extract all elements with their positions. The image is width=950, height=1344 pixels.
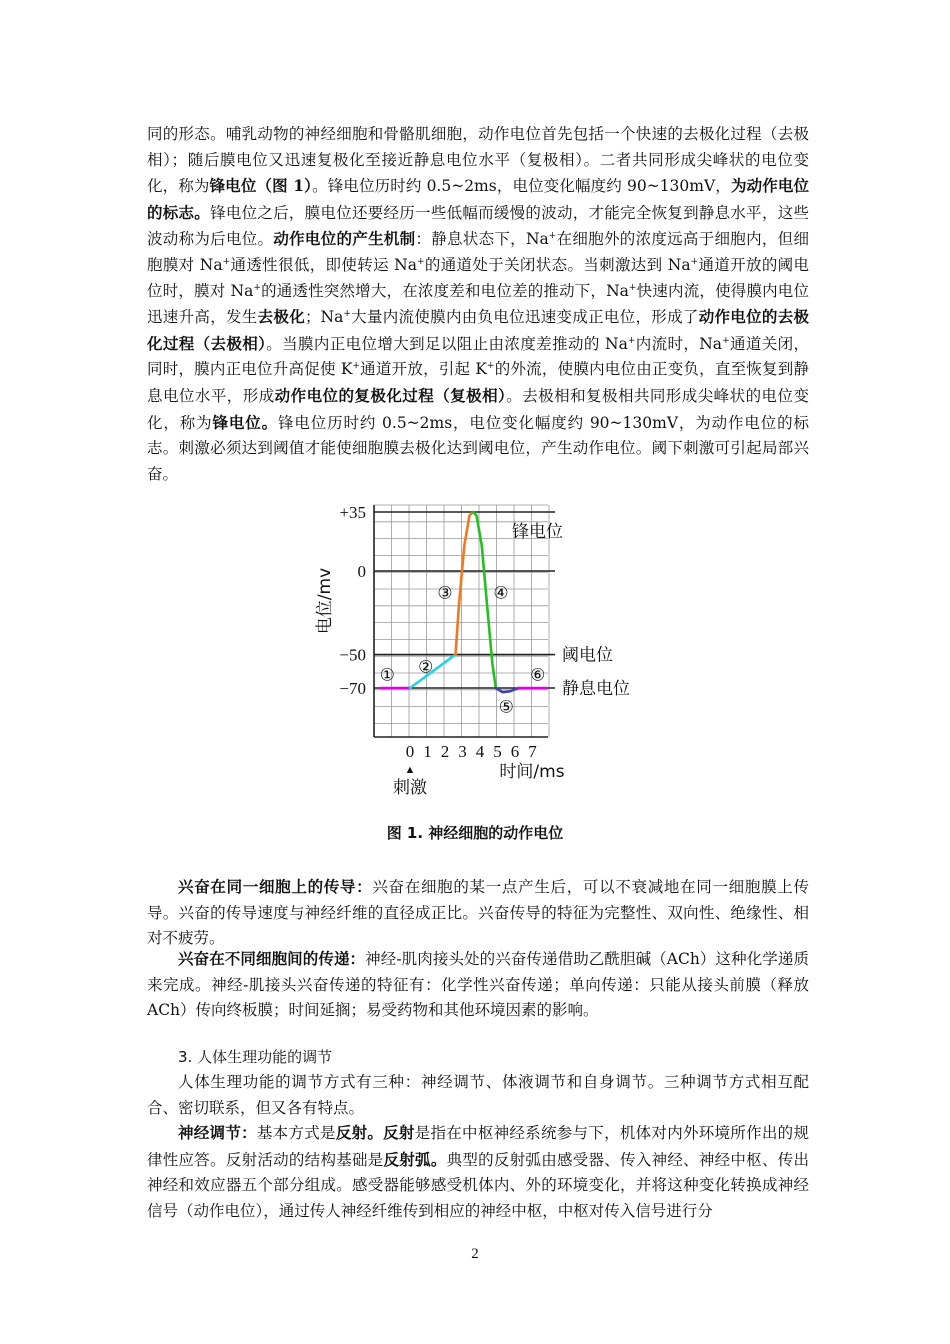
paragraph-action-potential: [147, 122, 809, 487]
section-heading: 3. 人体生理功能的调节: [178, 1048, 333, 1066]
superscript: +: [628, 282, 637, 293]
bold-term: 反射。反射: [335, 1123, 415, 1142]
rest-label: 静息电位: [562, 679, 630, 699]
text-run: 锋电位之后，膜电位还要经历一些低幅而缓慢的波动，才能完全恢复到静息水平，这些波动称为后电位。: [147, 203, 809, 249]
text-run: 。去极相和复极相共同形成尖峰状的电位变化，称为: [147, 386, 809, 432]
x-axis-title: 时间/ms: [499, 762, 565, 782]
page-number: 2: [471, 1246, 479, 1262]
text-run: 兴奋在细胞的某一点产生后，可以不衰减地在同一细胞膜上传导。兴奋的传导速度与神经纤维的直径成正比。兴奋传导的特征为完整性、双向性、绝缘性、相对不疲劳。: [147, 878, 809, 948]
superscript: +: [352, 361, 360, 372]
text-run: 基本方式是: [256, 1124, 336, 1142]
y-tick-label: +35: [339, 503, 366, 522]
y-tick-label: −50: [339, 645, 366, 665]
x-tick-label: 6: [510, 742, 520, 761]
peak-label: 锋电位: [512, 522, 563, 542]
phase-marker: ③: [437, 583, 453, 603]
superscript: +: [253, 282, 261, 293]
phase-marker: ②: [418, 657, 434, 677]
x-tick-label: 2: [440, 742, 450, 761]
text-run: 人体生理功能的调节方式有三种：神经调节、体液调节和自身调节。三种调节方式相互配合、密切联系，但又各有特点。: [147, 1073, 809, 1117]
superscript: +: [416, 256, 425, 267]
superscript: +: [627, 335, 636, 346]
superscript: +: [690, 256, 699, 267]
bold-term: 神经调节：: [178, 1123, 257, 1142]
superscript: +: [486, 361, 495, 372]
superscript: +: [722, 335, 730, 346]
text-run: 通道开放的阈电位时，膜对 Na: [147, 255, 809, 300]
text-run: 内流时，Na: [635, 334, 723, 353]
text-run: 。锋电位历时约 0.5~2ms，电位变化幅度约 90~130mV，: [312, 177, 731, 196]
x-tick-label: 3: [458, 742, 467, 761]
text-run: 是指在中枢神经系统参与下，机体对内外环境所作出的规律性应答。反射活动的结构基础是: [147, 1124, 809, 1169]
text-run: 同的形态。哺乳动物的神经细胞和骨骼肌细胞，动作电位首先包括一个快速的去极化过程（去极相）；随后膜电位又迅速复极化至接近静息电位水平（复极相）。二者共同形成尖峰状的电位变化，称为: [147, 125, 809, 196]
bold-term: 动作电位的去极化过程（去极相）: [147, 307, 809, 353]
text-run: 典型的反射弧由感受器、传入神经、神经中枢、传出神经和效应器五个部分组成。感受器能够感受机体内、外的环境变化，并将这种变化转换成神经信号（动作电位），通过传人神经纤维传到相应的神经中枢，中枢对传入信号进行分: [147, 1150, 809, 1220]
text-run: 。当膜内正电位增大到足以阻止由浓度差推动的 Na: [266, 334, 628, 353]
bold-term: 动作电位的产生机制: [273, 229, 416, 249]
text-run: 神经-肌肉接头处的兴奋传递借助乙酰胆碱（ACh）这种化学递质来完成。神经-肌接头兴奋传递的特征有：化学性兴奋传递；单向传递：只能从接头前膜（释放 ACh）传向终板膜；时间延搁；易受药物和其他环境因素的影响。: [147, 950, 809, 1020]
bold-term: 兴奋在不同细胞间的传递：: [178, 949, 366, 968]
paragraph-regulation: [147, 1070, 809, 1121]
y-axis-title: 电位/mv: [315, 567, 335, 635]
series-line-3: [456, 512, 474, 655]
text-run: 大量内流使膜内由负电位迅速变成正电位，形成了: [350, 308, 699, 327]
stimulus-arrow: ▲: [404, 764, 416, 776]
y-tick-label: −70: [339, 679, 366, 698]
action-potential-chart: [300, 495, 660, 800]
bold-term: 反射弧。: [383, 1149, 447, 1169]
superscript: +: [548, 231, 557, 242]
text-run: ：静息状态下，Na: [415, 230, 549, 249]
bold-term: 锋电位。: [212, 412, 278, 432]
bold-term: 去极化: [257, 307, 305, 327]
y-tick-label: 0: [357, 562, 366, 581]
paragraph-transmission: [147, 946, 809, 1024]
x-tick-label: 5: [493, 742, 502, 761]
paragraph-neural-regulation: [147, 1120, 809, 1224]
text-run: 锋电位历时约 0.5~2ms，电位变化幅度约 90~130mV，为动作电位的标志。刺激必须达到阈值才能使细胞膜去极化达到阈电位，产生动作电位。阈下刺激可引起局部兴奋。: [147, 413, 809, 483]
phase-marker: ⑤: [498, 697, 514, 717]
figure-caption: 图 1. 神经细胞的动作电位: [386, 824, 564, 842]
text-run: 的通道处于关闭状态。当刺激达到 Na: [424, 255, 691, 274]
text-run: 快速内流，使得膜内电位迅速升高，发生: [147, 281, 809, 327]
superscript: +: [222, 256, 231, 267]
x-tick-label: 0: [405, 742, 415, 761]
bold-term: 为动作电位的标志。: [147, 176, 809, 222]
stimulus-label: 刺激: [393, 778, 427, 798]
bold-term: 锋电位（图 1）: [209, 176, 313, 196]
x-tick-label: 4: [475, 742, 485, 761]
x-tick-label: 1: [423, 742, 432, 761]
x-tick-label: 7: [528, 742, 537, 761]
text-run: 通道开放，引起 K: [359, 360, 487, 379]
bold-term: 兴奋在同一细胞上的传导：: [178, 877, 373, 896]
threshold-label: 阈电位: [562, 645, 613, 666]
text-run: 的外流，使膜内电位由正变负，直至恢复到静息电位水平，形成: [147, 360, 809, 405]
text-run: 通透性很低，即使转运 Na: [230, 255, 417, 274]
phase-marker: ④: [493, 583, 509, 603]
phase-marker: ①: [379, 665, 395, 685]
text-run: 在细胞外的浓度远高于细胞内，但细胞膜对 Na: [147, 230, 809, 274]
text-run: 通道关闭，同时，膜内正电位升高促使 K: [147, 334, 809, 379]
text-run: 的通透性突然增大，在浓度差和电位差的推动下，Na: [260, 281, 629, 300]
bold-term: 动作电位的复极化过程（复极相）: [274, 385, 507, 405]
superscript: +: [343, 309, 351, 320]
phase-marker: ⑥: [530, 665, 546, 685]
paragraph-conduction: [147, 874, 809, 952]
text-run: ；Na: [305, 308, 344, 327]
